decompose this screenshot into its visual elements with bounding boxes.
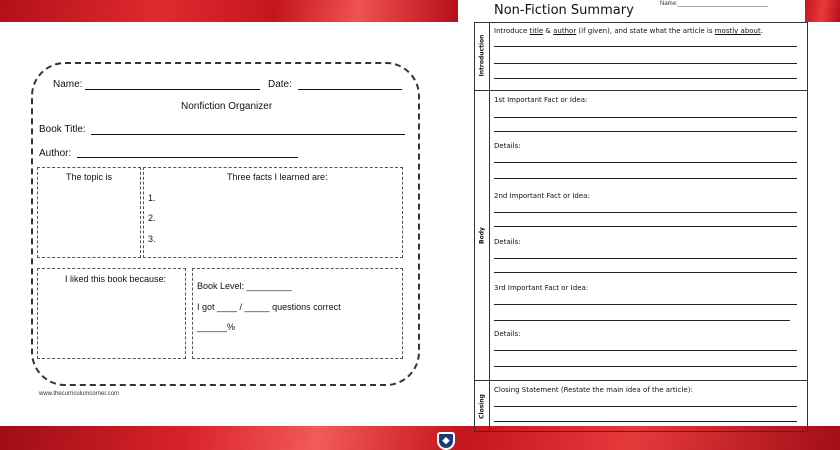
details-label: Details:	[494, 330, 521, 338]
book-title-label: Book Title:	[39, 124, 86, 135]
intro-section-label: Introduction	[478, 34, 486, 77]
name-line	[85, 89, 260, 90]
author-label: Author:	[39, 148, 72, 159]
credit-url: www.thecurriculumcorner.com	[39, 391, 120, 397]
body-line	[494, 226, 797, 227]
body-closing-divider	[474, 380, 808, 381]
summary-title: Non-Fiction Summary	[494, 3, 634, 18]
intro-prompt: Introduce title & author (if given), and state what the article is mostly about.	[494, 27, 763, 35]
top-right-red-banner	[805, 0, 840, 22]
body-section-label: Body	[478, 227, 486, 244]
questions-line: I got ____ / _____ questions correct	[197, 302, 341, 312]
body-line	[494, 320, 790, 321]
school-shield-icon: ◆	[437, 432, 455, 450]
details-label: Details:	[494, 142, 521, 150]
body-line	[494, 366, 797, 367]
percent-line: ______%	[197, 322, 236, 332]
body-line	[494, 162, 797, 163]
fact-number-2: 2.	[148, 213, 156, 223]
summary-sheet	[474, 22, 808, 432]
intro-body-divider	[474, 90, 808, 91]
topic-label: The topic is	[66, 172, 113, 182]
top-red-banner	[0, 0, 458, 22]
body-line	[494, 272, 797, 273]
facts-label: Three facts I learned are:	[227, 172, 328, 182]
name-label: Name:	[53, 79, 83, 90]
fact-1-label: 1st Important Fact or Idea:	[494, 96, 588, 104]
section-divider	[489, 22, 490, 432]
closing-prompt: Closing Statement (Restate the main idea of the article):	[494, 386, 693, 394]
closing-line	[494, 421, 797, 422]
fact-number-1: 1.	[148, 193, 156, 203]
organizer-title: Nonfiction Organizer	[181, 101, 273, 112]
summary-name-field: Name:___________________________	[660, 1, 768, 7]
fact-number-3: 3.	[148, 234, 156, 244]
liked-label: I liked this book because:	[65, 274, 167, 284]
date-line	[298, 89, 402, 90]
body-line	[494, 350, 797, 351]
body-line	[494, 212, 797, 213]
intro-line	[494, 63, 797, 64]
details-label: Details:	[494, 238, 521, 246]
body-line	[494, 117, 797, 118]
book-level-label: Book Level: _________	[197, 281, 292, 291]
book-title-line	[91, 134, 405, 135]
closing-line	[494, 406, 797, 407]
body-line	[494, 178, 797, 179]
author-line	[77, 157, 298, 158]
body-line	[494, 131, 797, 132]
intro-line	[494, 78, 797, 79]
date-label: Date:	[268, 79, 292, 90]
body-line	[494, 304, 797, 305]
fact-2-label: 2nd Important Fact or Idea:	[494, 192, 590, 200]
fact-3-label: 3rd Important Fact or Idea:	[494, 284, 589, 292]
closing-section-label: Closing	[478, 394, 486, 419]
body-line	[494, 258, 797, 259]
intro-line	[494, 46, 797, 47]
